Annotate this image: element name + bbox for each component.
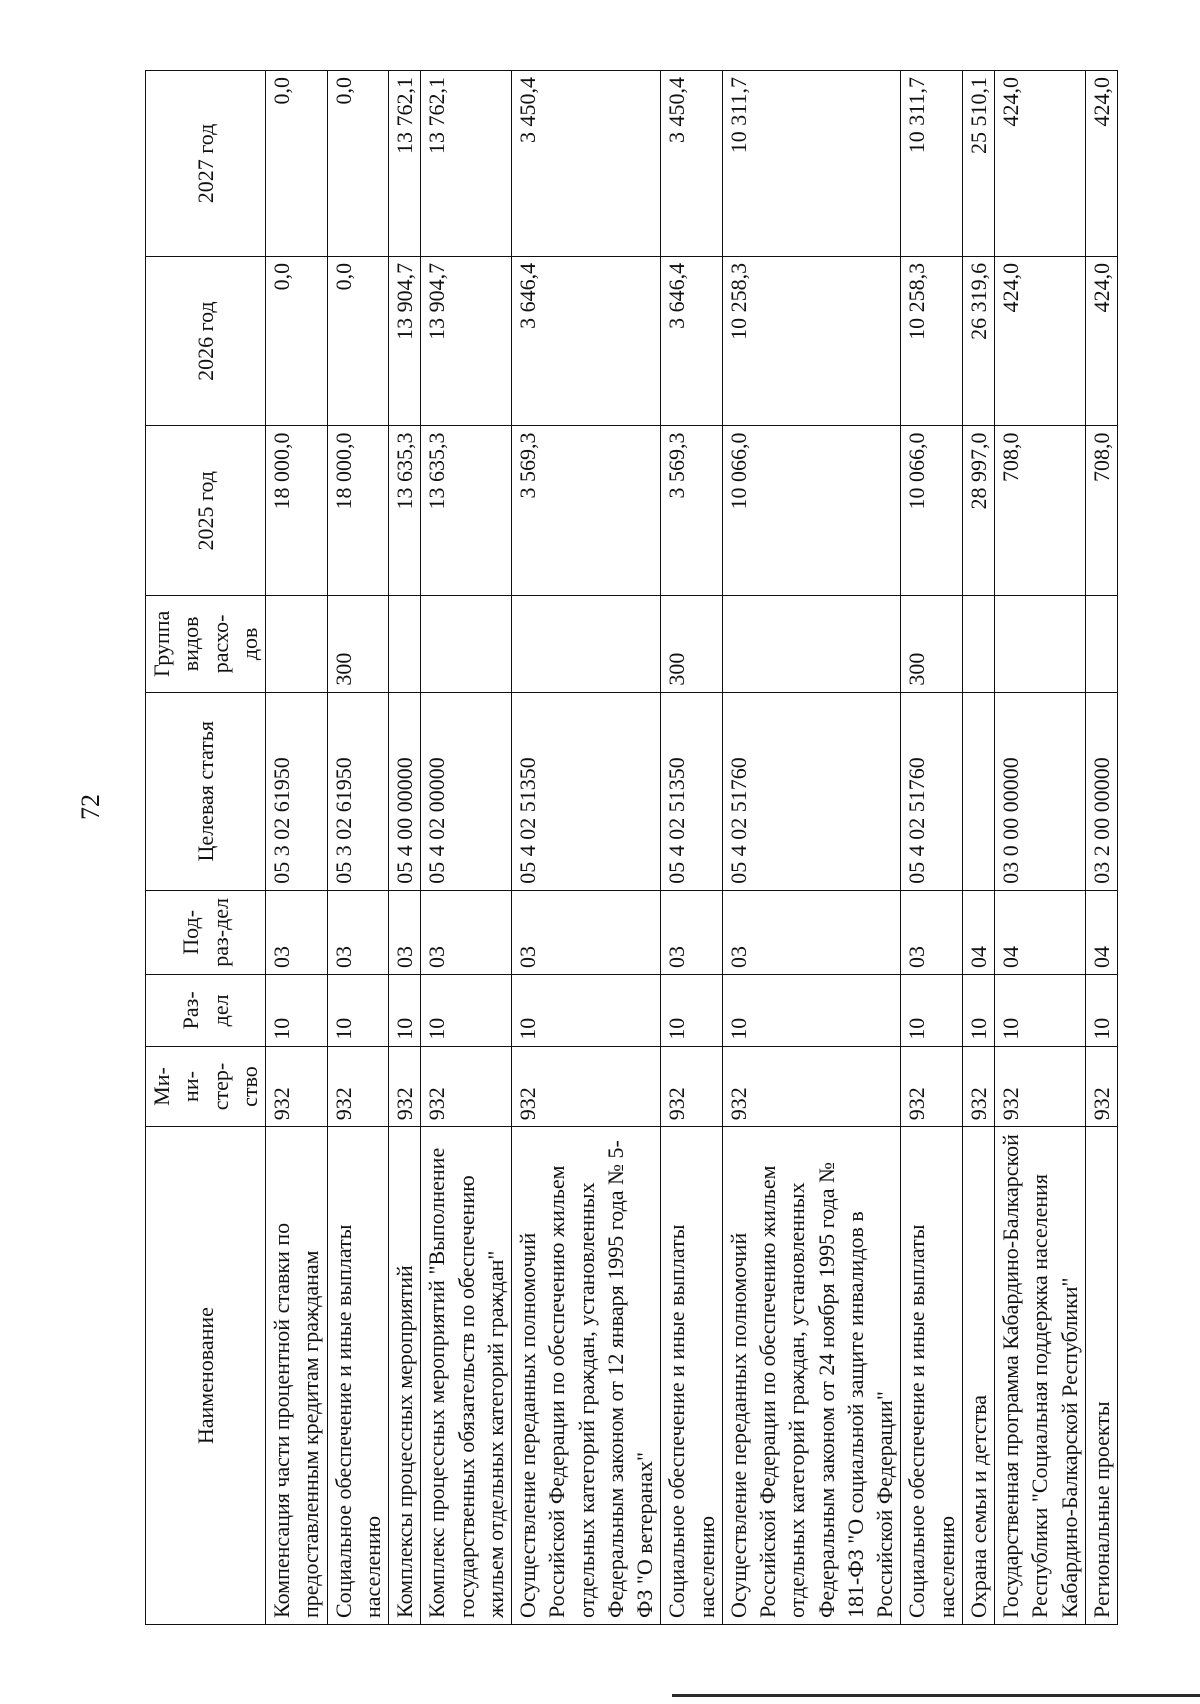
scan-edge-line xyxy=(672,1694,1200,1697)
table-cell: 10 xyxy=(512,974,661,1046)
table-cell: 04 xyxy=(962,890,994,974)
table-row xyxy=(389,71,421,1625)
table-cell: 0,0 xyxy=(327,256,389,426)
column-header: Под-раз-дел xyxy=(146,890,266,974)
table-cell xyxy=(1085,596,1117,693)
column-header: Наименование xyxy=(146,1127,266,1625)
table-cell xyxy=(962,596,994,693)
table-cell: 05 4 02 51350 xyxy=(512,692,661,890)
table-cell: 932 xyxy=(512,1046,661,1126)
table-cell: 932 xyxy=(327,1046,389,1126)
table-cell: 932 xyxy=(1085,1046,1117,1126)
table-cell: 18 000,0 xyxy=(266,426,328,596)
table-cell: 10 xyxy=(661,974,723,1046)
table-cell: 3 569,3 xyxy=(661,426,723,596)
table-cell: 04 xyxy=(995,890,1086,974)
table-cell: 10 311,7 xyxy=(901,71,963,257)
table-cell: 05 4 02 51760 xyxy=(901,692,963,890)
table-cell: 3 450,4 xyxy=(661,71,723,257)
table-cell: 10 xyxy=(722,974,901,1046)
table-cell: 10 066,0 xyxy=(901,426,963,596)
table-cell: 3 569,3 xyxy=(512,426,661,596)
table-cell: 0,0 xyxy=(266,71,328,257)
table-cell: 03 xyxy=(266,890,328,974)
table-cell: 424,0 xyxy=(995,256,1086,426)
table-cell: 05 4 00 00000 xyxy=(389,692,421,890)
table-cell: 26 319,6 xyxy=(962,256,994,426)
column-header: 2026 год xyxy=(146,256,266,426)
table-cell: Социальное обеспечение и иные выплаты населению xyxy=(661,1127,723,1625)
table-cell: 424,0 xyxy=(995,71,1086,257)
table-cell: 13 762,1 xyxy=(421,71,512,257)
table-cell: 10 258,3 xyxy=(901,256,963,426)
table-row xyxy=(901,71,963,1625)
table-cell: Комплекс процессных мероприятий "Выполнение государственных обязательств по обеспечению жильем отдельных категорий граждан" xyxy=(421,1127,512,1625)
column-header: Ми-ни-стер-ство xyxy=(146,1046,266,1126)
table-cell: 13 762,1 xyxy=(389,71,421,257)
table-cell: 03 xyxy=(389,890,421,974)
table-cell xyxy=(722,596,901,693)
table-row xyxy=(421,71,512,1625)
table-cell: 932 xyxy=(389,1046,421,1126)
table-cell xyxy=(962,692,994,890)
table-cell xyxy=(512,596,661,693)
table-cell: 13 635,3 xyxy=(421,426,512,596)
table-cell: 03 xyxy=(722,890,901,974)
table-cell: 10 066,0 xyxy=(722,426,901,596)
table-cell: 10 xyxy=(901,974,963,1046)
table-cell: 932 xyxy=(266,1046,328,1126)
table-cell xyxy=(995,596,1086,693)
table-cell: 10 xyxy=(266,974,328,1046)
table-cell: Государственная программа Кабардино-Балкарской Республики "Социальная поддержка населения Кабардино-Балкарской Республики" xyxy=(995,1127,1086,1625)
table-cell: 04 xyxy=(1085,890,1117,974)
page-number: 72 xyxy=(76,794,105,820)
table-cell xyxy=(389,596,421,693)
table-cell: 300 xyxy=(661,596,723,693)
budget-table-rotated xyxy=(145,70,1145,1625)
table-cell: 05 4 02 00000 xyxy=(421,692,512,890)
table-cell: 10 311,7 xyxy=(722,71,901,257)
table-cell: 05 3 02 61950 xyxy=(327,692,389,890)
table-cell: 932 xyxy=(661,1046,723,1126)
table-cell: 0,0 xyxy=(266,256,328,426)
table-cell: 28 997,0 xyxy=(962,426,994,596)
table-cell: 03 xyxy=(327,890,389,974)
table-header-row xyxy=(146,71,266,1625)
table-cell: Охрана семьи и детства xyxy=(962,1127,994,1625)
table-cell: 18 000,0 xyxy=(327,426,389,596)
table-cell: 05 3 02 61950 xyxy=(266,692,328,890)
table-body xyxy=(266,71,1118,1625)
table-cell: 932 xyxy=(901,1046,963,1126)
table-cell: Социальное обеспечение и иные выплаты населению xyxy=(327,1127,389,1625)
column-header: 2025 год xyxy=(146,426,266,596)
table-cell: 05 4 02 51760 xyxy=(722,692,901,890)
table-row xyxy=(1085,71,1117,1625)
table-cell: 0,0 xyxy=(327,71,389,257)
column-header: Группа видов расхо-дов xyxy=(146,596,266,693)
table-row xyxy=(266,71,328,1625)
table-cell xyxy=(266,596,328,693)
table-cell: 10 xyxy=(389,974,421,1046)
table-cell: 03 xyxy=(661,890,723,974)
table-cell: 13 635,3 xyxy=(389,426,421,596)
table-cell: 13 904,7 xyxy=(389,256,421,426)
table-row xyxy=(661,71,723,1625)
table-row xyxy=(962,71,994,1625)
table-cell: Осуществление переданных полномочий Российской Федерации по обеспечению жильем отдельных категорий граждан, установленных Федеральным законом от 24 ноября 1995 года № 181-ФЗ "О социальной защите инвалидов в Российской Федерации" xyxy=(722,1127,901,1625)
table-cell: Компенсация части процентной ставки по предоставленным кредитам гражданам xyxy=(266,1127,328,1625)
table-row xyxy=(512,71,661,1625)
table-cell: 10 xyxy=(327,974,389,1046)
table-cell: 300 xyxy=(901,596,963,693)
table-cell: 3 450,4 xyxy=(512,71,661,257)
budget-table xyxy=(145,70,1118,1625)
table-cell: Региональные проекты xyxy=(1085,1127,1117,1625)
table-cell: Осуществление переданных полномочий Российской Федерации по обеспечению жильем отдельных категорий граждан, установленных Федеральным законом от 12 января 1995 года № 5-ФЗ "О ветеранах" xyxy=(512,1127,661,1625)
table-cell: 03 xyxy=(512,890,661,974)
table-row xyxy=(995,71,1086,1625)
table-cell: 10 xyxy=(962,974,994,1046)
table-cell: 05 4 02 51350 xyxy=(661,692,723,890)
table-cell: 424,0 xyxy=(1085,71,1117,257)
table-cell: 03 2 00 00000 xyxy=(1085,692,1117,890)
table-cell: 03 xyxy=(421,890,512,974)
table-cell: 708,0 xyxy=(995,426,1086,596)
table-cell: Социальное обеспечение и иные выплаты населению xyxy=(901,1127,963,1625)
table-cell: 10 xyxy=(1085,974,1117,1046)
table-cell: 932 xyxy=(722,1046,901,1126)
table-cell: 3 646,4 xyxy=(661,256,723,426)
table-cell: 10 xyxy=(421,974,512,1046)
table-cell: 10 258,3 xyxy=(722,256,901,426)
table-cell: 708,0 xyxy=(1085,426,1117,596)
table-row xyxy=(327,71,389,1625)
table-cell xyxy=(421,596,512,693)
column-header: Целевая статья xyxy=(146,692,266,890)
table-cell: 3 646,4 xyxy=(512,256,661,426)
table-cell: 10 xyxy=(995,974,1086,1046)
table-cell: Комплексы процессных мероприятий xyxy=(389,1127,421,1625)
table-cell: 932 xyxy=(995,1046,1086,1126)
table-cell: 13 904,7 xyxy=(421,256,512,426)
table-cell: 25 510,1 xyxy=(962,71,994,257)
table-cell: 932 xyxy=(421,1046,512,1126)
table-cell: 03 0 00 00000 xyxy=(995,692,1086,890)
table-row xyxy=(722,71,901,1625)
column-header: Раз-дел xyxy=(146,974,266,1046)
table-cell: 932 xyxy=(962,1046,994,1126)
column-header: 2027 год xyxy=(146,71,266,257)
table-cell: 424,0 xyxy=(1085,256,1117,426)
table-cell: 03 xyxy=(901,890,963,974)
table-cell: 300 xyxy=(327,596,389,693)
